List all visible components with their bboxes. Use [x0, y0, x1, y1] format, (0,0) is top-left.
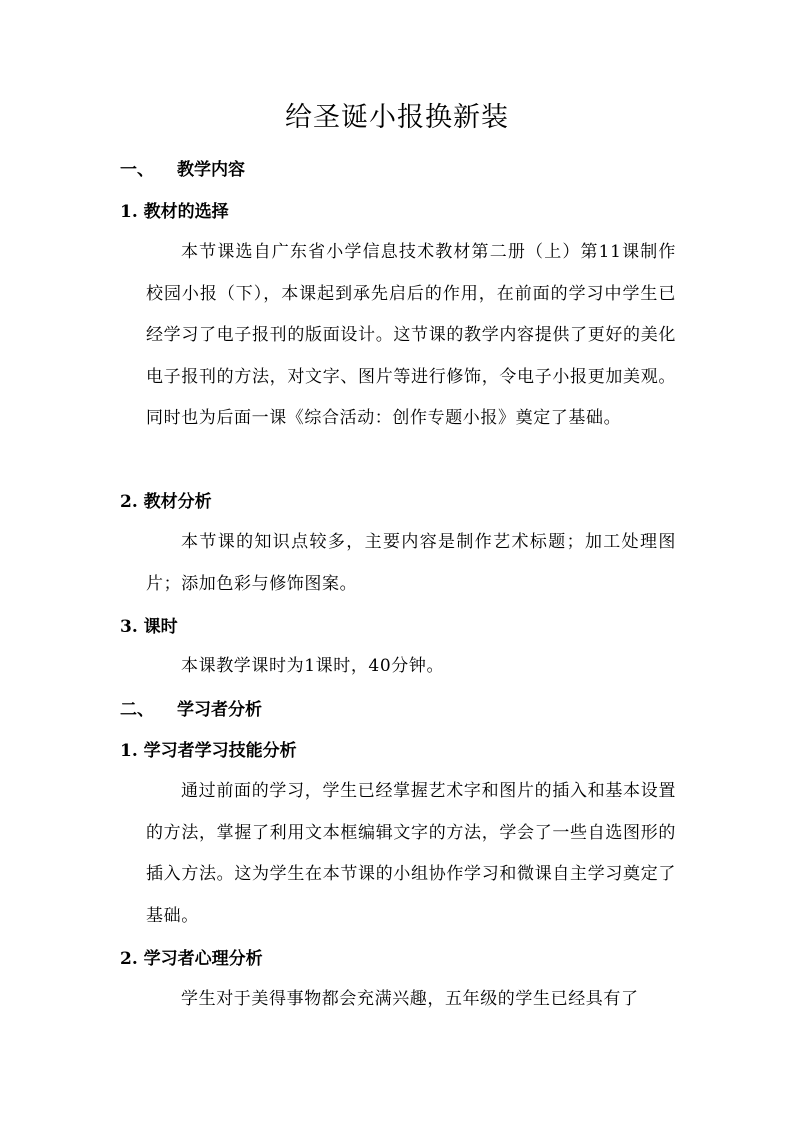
section-heading-learner-analysis — [120, 696, 262, 724]
subsection-title: 教材的选择 — [143, 202, 229, 222]
subsection-title: 学习者心理分析 — [143, 949, 263, 969]
section-heading-teaching-content — [120, 156, 245, 184]
section-title: 学习者分析 — [177, 700, 262, 720]
subsection-heading-material-selection — [120, 198, 229, 226]
paragraph-learner-skills: 通过前面的学习，学生已经掌握艺术字和图片的插入和基本设置的方法，掌握了利用文本框编辑文字的方法，学会了一些自选图形的插入方法。这为学生在本节课的小组协作学习和微课自主学习奠定了基础。 — [146, 781, 676, 926]
subsection-number: 2. — [120, 949, 138, 969]
subsection-heading-learner-skills — [120, 737, 297, 765]
subsection-heading-material-analysis — [120, 488, 212, 516]
subsection-heading-learner-psychology — [120, 945, 263, 973]
paragraph-class-hours: 本课教学课时为1课时，40分钟。 — [181, 656, 445, 676]
subsection-number: 1. — [120, 741, 138, 761]
subsection-heading-class-hours — [120, 613, 178, 641]
document-title: 给圣诞小报换新装 — [285, 102, 509, 133]
section-number: 二、 — [120, 700, 154, 720]
subsection-number: 3. — [120, 617, 138, 637]
paragraph-learner-psychology: 学生对于美得事物都会充满兴趣，五年级的学生已经具有了 — [181, 989, 639, 1009]
subsection-title: 学习者学习技能分析 — [143, 741, 297, 761]
subsection-title: 教材分析 — [143, 492, 212, 512]
subsection-number: 1. — [120, 202, 138, 222]
section-title: 教学内容 — [177, 160, 245, 180]
section-number: 一、 — [120, 160, 154, 180]
paragraph-material-analysis: 本节课的知识点较多，主要内容是制作艺术标题；加工处理图片；添加色彩与修饰图案。 — [146, 532, 676, 594]
subsection-title: 课时 — [143, 617, 178, 637]
paragraph-material-selection: 本节课选自广东省小学信息技术教材第二册（上）第11课制作校园小报（下），本课起到承先启后的作用，在前面的学习中学生已经学习了电子报刊的版面设计。这节课的教学内容提供了更好的美化电子报刊的方法，对文字、图片等进行修饰，令电子小报更加美观。同时也为后面一课《综合活动：创作专题小报》奠定了基础。 — [146, 242, 676, 429]
subsection-number: 2. — [120, 492, 138, 512]
